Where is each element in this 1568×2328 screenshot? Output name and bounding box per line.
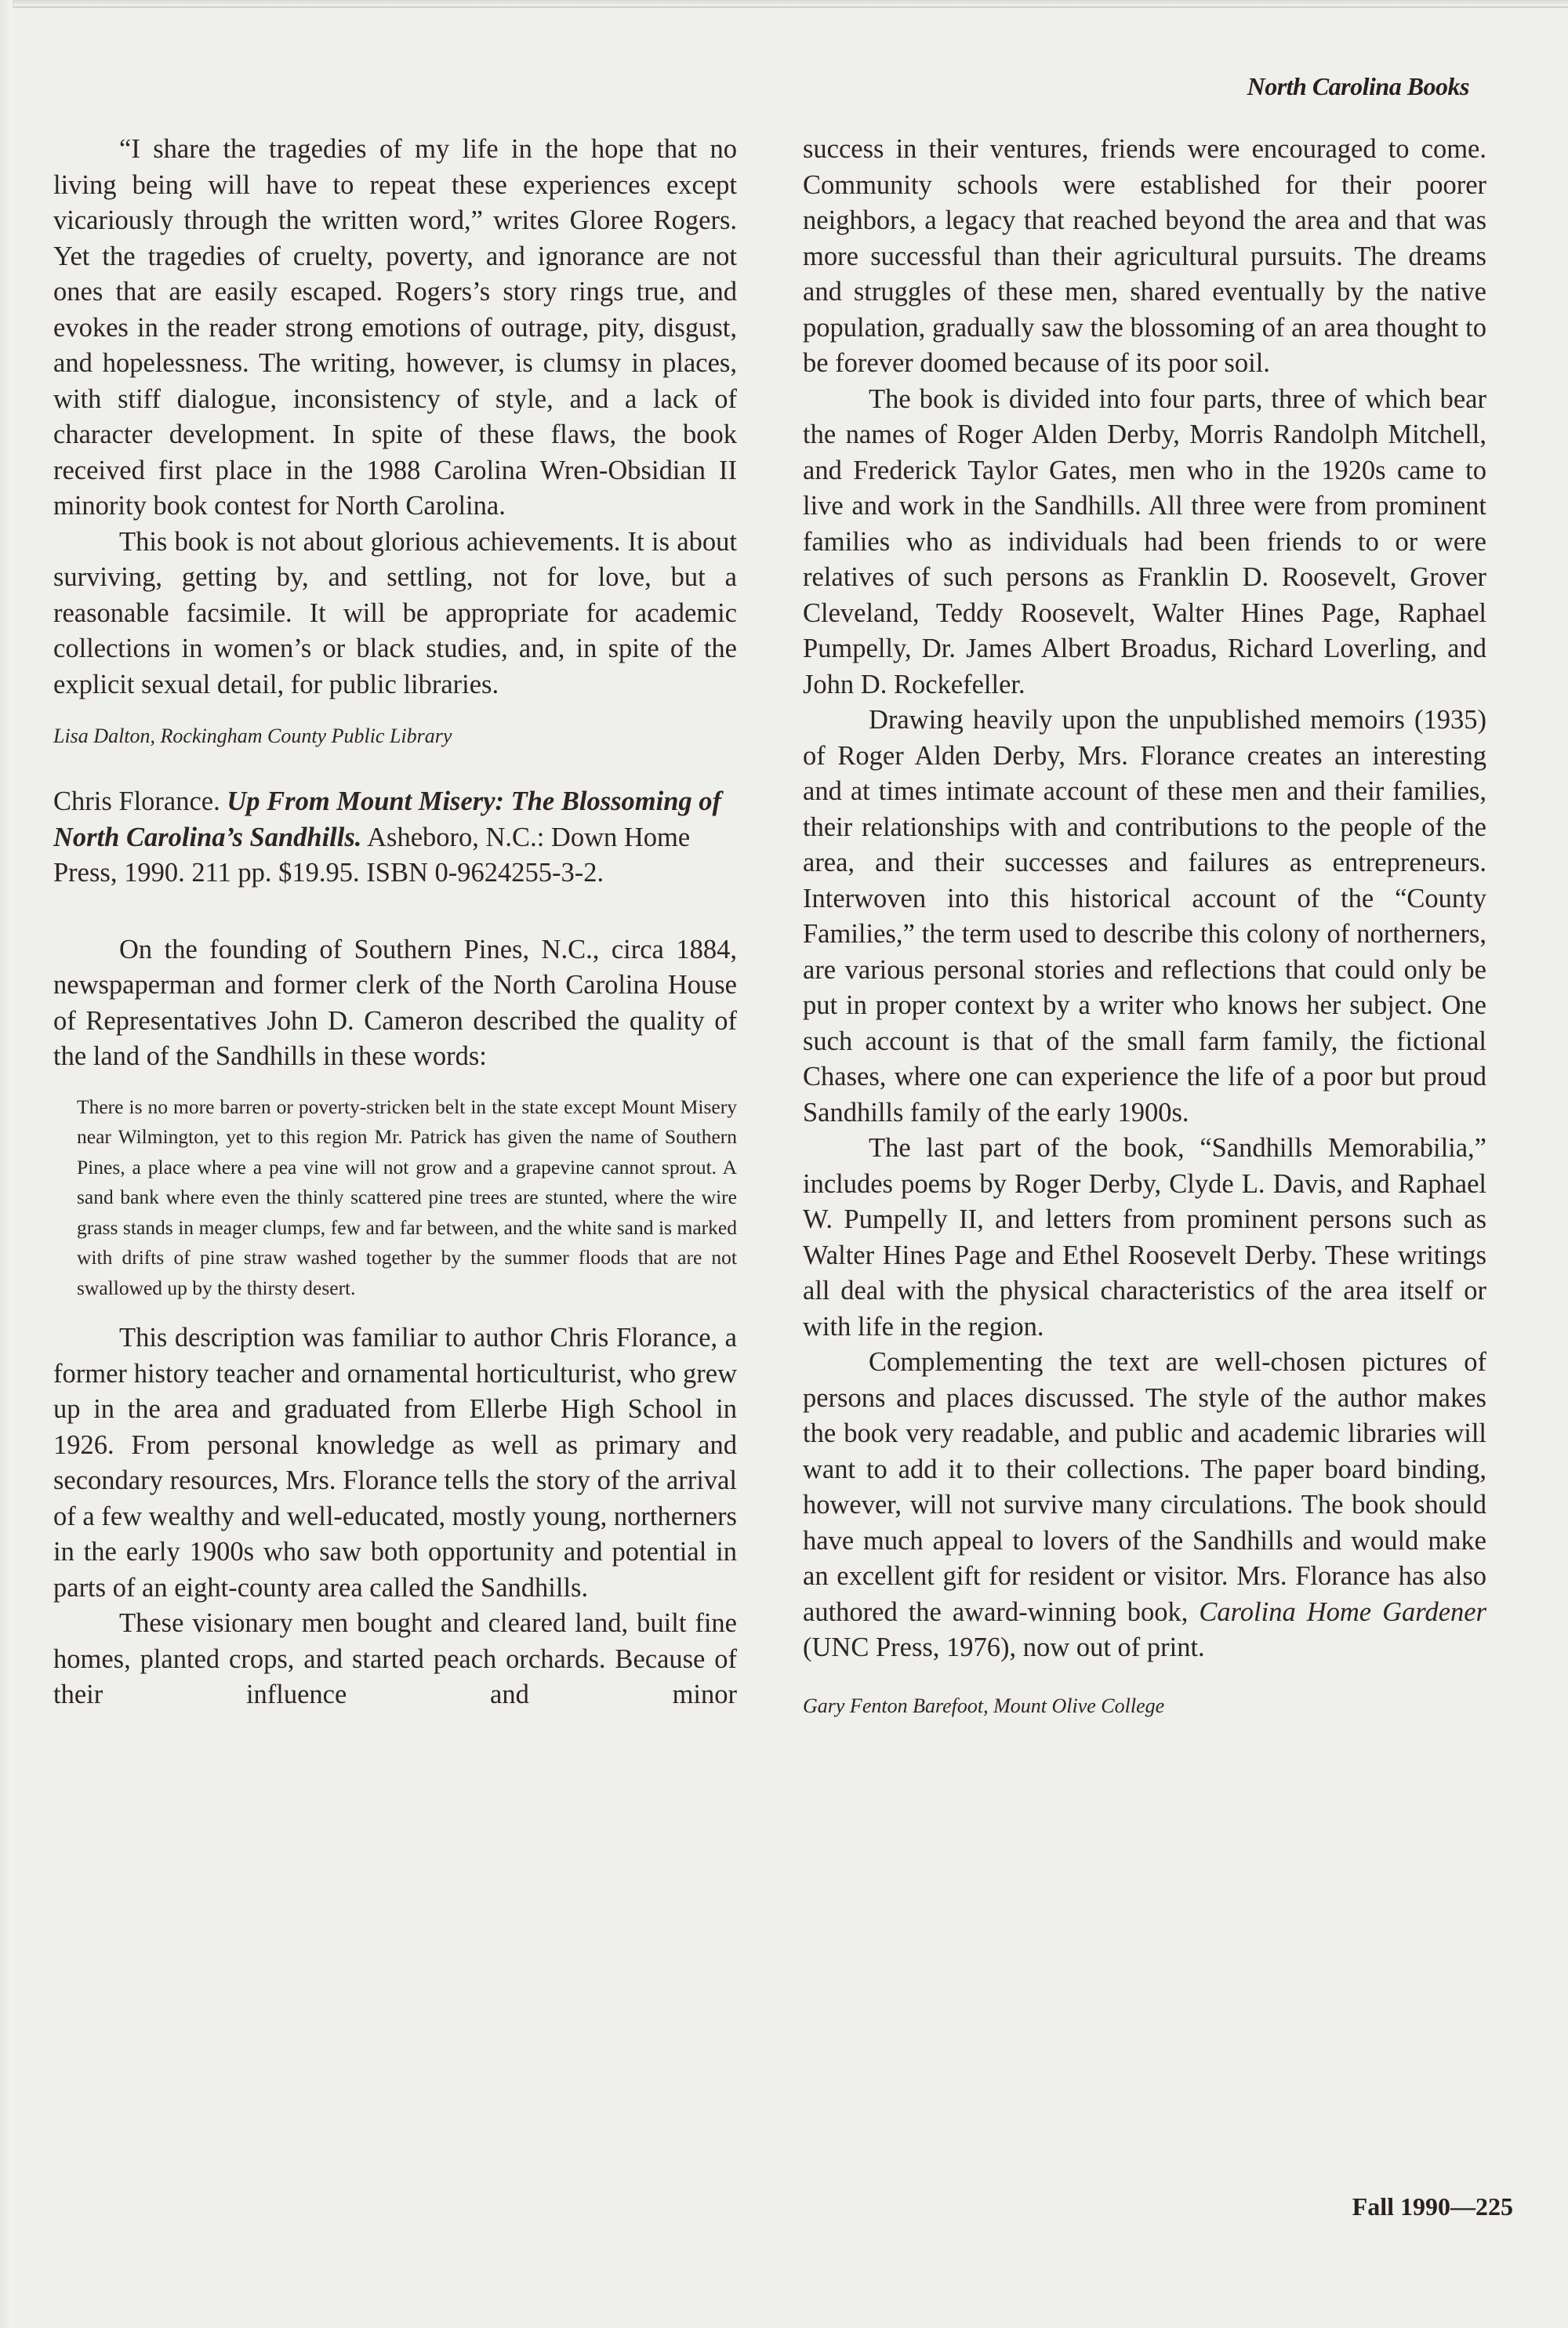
review2-final-paragraph	[803, 1345, 1486, 1666]
review1-paragraph-1: “I share the tragedies of my life in the hope that no living being will have to repeat these experiences except vicariously through the written word,” writes Gloree Rogers. Yet the tragedies of cruelty, poverty, and ignorance are not ones that are easily escaped. Rogers’s story rings true, and evokes in the reader strong emotions of outrage, pity, disgust, and hopelessness. The writing, however, is clumsy in places, with stiff dialogue, inconsistency of style, and a lack of character development. In spite of these flaws, the book received first place in the 1988 Carolina Wren-Obsidian II minority book contest for North Carolina.	[53, 134, 737, 521]
running-head: North Carolina Books	[1247, 72, 1469, 100]
final-paragraph-text: Complementing the text are well-chosen pictures of persons and places discussed. The style of the author makes the book very readable, and public and academic libraries will want to add it to their collections. The paper board binding, however, will not survive many circulations. The book should have much appeal to lovers of the Sandhills and would make an excellent gift for resident or visitor. Mrs. Florance has also authored the award-winning book,	[803, 1347, 1486, 1627]
final-paragraph-tail: (UNC Press, 1976), now out of print.	[803, 1633, 1205, 1662]
left-column	[53, 132, 737, 1713]
review1-paragraph-2: This book is not about glorious achievements. It is about surviving, getting by, and settling, not for love, but a reasonable facsimile. It will be appropriate for academic collections in women’s or black studies, and, in spite of the explicit sexual detail, for public libraries.	[53, 526, 737, 699]
referenced-book-title: Carolina Home Gardener	[1199, 1596, 1486, 1627]
review2-right-paragraph-1: The book is divided into four parts, three of which bear the names of Roger Alden Derby, Morris Randolph Mitchell, and Frederick Taylor Gates, men who in the 1920s came to live and work in the Sandhills. All three were from prominent families who as individuals had been friends to or were relatives of such persons as Franklin D. Roosevelt, Grover Cleveland, Teddy Roosevelt, Walter Hines Page, Raphael Pumpelly, Dr. James Albert Broadus, Richard Loverling, and John D. Rockefeller.	[803, 383, 1486, 699]
review2-intro-paragraph: On the founding of Southern Pines, N.C., circa 1884, newspaperman and former clerk of the North Carolina House of Representatives John D. Cameron described the quality of the land of the Sandhills in these words:	[53, 934, 737, 1071]
review2-right-continuation: success in their ventures, friends were encouraged to come. Community schools were established for their poorer neighbors, a legacy that reached beyond the area and that was more successful than their agricultural pursuits. The dreams and struggles of these men, shared eventually by the native population, gradually saw the blossoming of an area thought to be forever doomed because of its poor soil.	[803, 134, 1486, 378]
scan-top-edge	[0, 0, 1568, 8]
magazine-page	[13, 8, 1568, 2328]
review2-reviewer-signature: Gary Fenton Barefoot, Mount Olive College	[803, 1694, 1165, 1717]
page-spine-edge	[0, 0, 13, 2328]
citation-title: Up From Mount Misery: The Blossoming of North Carolina’s Sandhills.	[53, 786, 722, 852]
review2-block-quote: There is no more barren or poverty-stricken belt in the state except Mount Misery near Wilmington, yet to this region Mr. Patrick has given the name of Southern Pines, a place where a pea vine will not grow and a grapevine cannot sprout. A sand bank where even the thinly scattered pine trees are stunted, where the wire grass stands in meager clumps, few and far between, and the white sand is marked with drifts of pine straw washed together by the summer floods that are not swallowed up by the thirsty desert.	[77, 1095, 737, 1299]
review1-reviewer-signature: Lisa Dalton, Rockingham County Public Library	[53, 725, 452, 747]
review2-right-paragraph-2: Drawing heavily upon the unpublished memoirs (1935) of Roger Alden Derby, Mrs. Florance creates an interesting and at times intimate account of these men and their families, their relationships with and contributions to the people of the area, and their successes and failures as entrepreneurs. Interwoven into this historical account of the “County Families,” the term used to describe this colony of northerners, are various personal stories and reflections that could only be put in proper context by a writer who knows her subject. One such account is that of the small farm family, the fictional Chases, where one can experience the life of a poor but proud Sandhills family of the early 1900s.	[803, 705, 1486, 1128]
right-column	[803, 132, 1486, 1720]
page-folio: Fall 1990—225	[1352, 2192, 1513, 2221]
review2-right-paragraph-3: The last part of the book, “Sandhills Memorabilia,” includes poems by Roger Derby, Clyde L. Davis, and Raphael W. Pumpelly II, and letters from prominent persons such as Walter Hines Page and Ethel Roosevelt Derby. These writings all deal with the physical characteristics of the area itself or with life in the region.	[803, 1133, 1486, 1342]
review2-book-citation	[53, 784, 737, 892]
review2-left-paragraph-2: These visionary men bought and cleared land, built fine homes, planted crops, and started peach orchards. Because of their influence and minor	[53, 1608, 737, 1709]
citation-publication: Asheboro, N.C.: Down Home Press, 1990. 211 pp. $19.95. ISBN 0-9624255-3-2.	[53, 822, 691, 888]
review2-left-paragraph-1: This description was familiar to author Chris Florance, a former history teacher and ornamental horticulturist, who grew up in the area and graduated from Ellerbe High School in 1926. From personal knowledge as well as primary and secondary resources, Mrs. Florance tells the story of the arrival of a few wealthy and well-educated, mostly young, northerners in the early 1900s who saw both opportunity and potential in parts of an eight-county area called the Sandhills.	[53, 1323, 737, 1603]
citation-author: Chris Florance.	[53, 786, 220, 816]
